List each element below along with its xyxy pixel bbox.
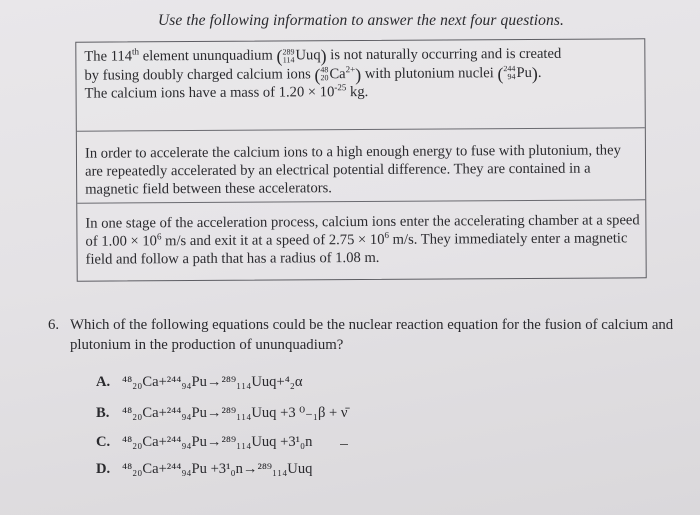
info-paragraph-3 <box>85 211 640 268</box>
option-equation: ⁴⁸₂₀Ca+²⁴⁴₉₄Pu→²⁸⁹₁₁₄Uuq +3 ⁰₋₁β + ν̄ <box>122 405 348 421</box>
divider <box>77 199 645 203</box>
info-line-1 <box>84 44 639 66</box>
text-segment: by fusing doubly charged calcium ions <box>84 65 315 84</box>
paren-open: ( <box>276 46 283 67</box>
paren-close: ) <box>320 45 327 66</box>
text-segment: The 114 <box>84 48 133 65</box>
paren-close: ) <box>531 63 538 84</box>
info-paragraph-2: In order to accelerate the calcium ions to a high enough energy to fuse with plutonium, they are repeatedly accelerated by an electrical potential difference. They are contained in a magnetic field between these accelerators. <box>84 142 621 198</box>
text-segment: m/s. They immediately enter a magnetic field and follow a path that has a radius of 1.08 m. <box>85 230 628 268</box>
mass-number: 244 <box>503 64 516 74</box>
atomic-number: 94 <box>507 72 516 82</box>
mass-number: 289 <box>282 47 295 57</box>
option-label: B. <box>96 404 110 421</box>
question-number: 6. <box>48 317 60 333</box>
atomic-number: 20 <box>320 73 329 83</box>
option-d[interactable] <box>96 458 312 480</box>
text-segment: . <box>537 64 542 81</box>
option-c[interactable] <box>96 431 312 453</box>
ca-nuclide-numbers <box>320 67 328 83</box>
option-equation: ⁴⁸₂₀Ca+²⁴⁴₉₄Pu→²⁸⁹₁₁₄Uuq +3¹₀n <box>122 433 313 450</box>
text-segment: is not naturally occurring and is created <box>326 45 562 64</box>
superscript: th <box>131 46 140 57</box>
element-symbol: Ca <box>329 65 346 82</box>
text-segment: In one stage of the acceleration process, calcium ions enter the accelerating chamber at a speed of 1.00 × 10 <box>85 212 640 250</box>
text-segment: element ununquadium <box>139 47 277 65</box>
paren-open: ( <box>314 64 321 85</box>
instructions-header: Use the following information to answer the next four questions. <box>158 12 564 29</box>
paren-close: ) <box>355 64 362 85</box>
text-segment: The calcium ions have a mass of 1.20 × 10 <box>84 84 335 102</box>
element-symbol: Uuq <box>295 47 321 64</box>
exponent: -25 <box>334 82 347 93</box>
charge: 2+ <box>345 63 356 74</box>
exponent: 6 <box>384 229 390 240</box>
info-paragraph-1 <box>84 44 639 103</box>
option-b[interactable] <box>96 402 348 424</box>
text-segment: with plutonium nuclei <box>361 64 498 82</box>
option-a[interactable] <box>96 371 303 393</box>
question-text: Which of the following equations could be the nuclear reaction equation for the fusion of calcium and plutonium in the production of ununquadium? <box>70 317 674 353</box>
uuq-nuclide-numbers <box>282 48 294 64</box>
option-equation: ⁴⁸₂₀Ca+²⁴⁴₉₄Pu→²⁸⁹₁₁₄Uuq+⁴₂α <box>122 373 303 390</box>
element-symbol: Pu <box>516 64 532 81</box>
exponent: 6 <box>156 231 162 242</box>
info-line-3 <box>85 82 640 103</box>
mass-number: 48 <box>320 65 329 75</box>
pu-nuclide-numbers <box>503 65 515 81</box>
option-label: C. <box>96 433 111 450</box>
info-box <box>75 38 646 281</box>
atomic-number: 114 <box>282 55 295 65</box>
option-equation: ⁴⁸₂₀Ca+²⁴⁴₉₄Pu +3¹₀n→²⁸⁹₁₁₄Uuq <box>122 460 313 477</box>
text-segment: kg. <box>346 84 369 101</box>
pen-mark <box>340 444 348 445</box>
option-label: D. <box>96 460 111 477</box>
paren-open: ( <box>497 63 504 84</box>
divider <box>77 127 645 131</box>
text-segment: m/s and exit it at a speed of 2.75 × 10 <box>161 231 385 250</box>
option-label: A. <box>96 373 111 390</box>
